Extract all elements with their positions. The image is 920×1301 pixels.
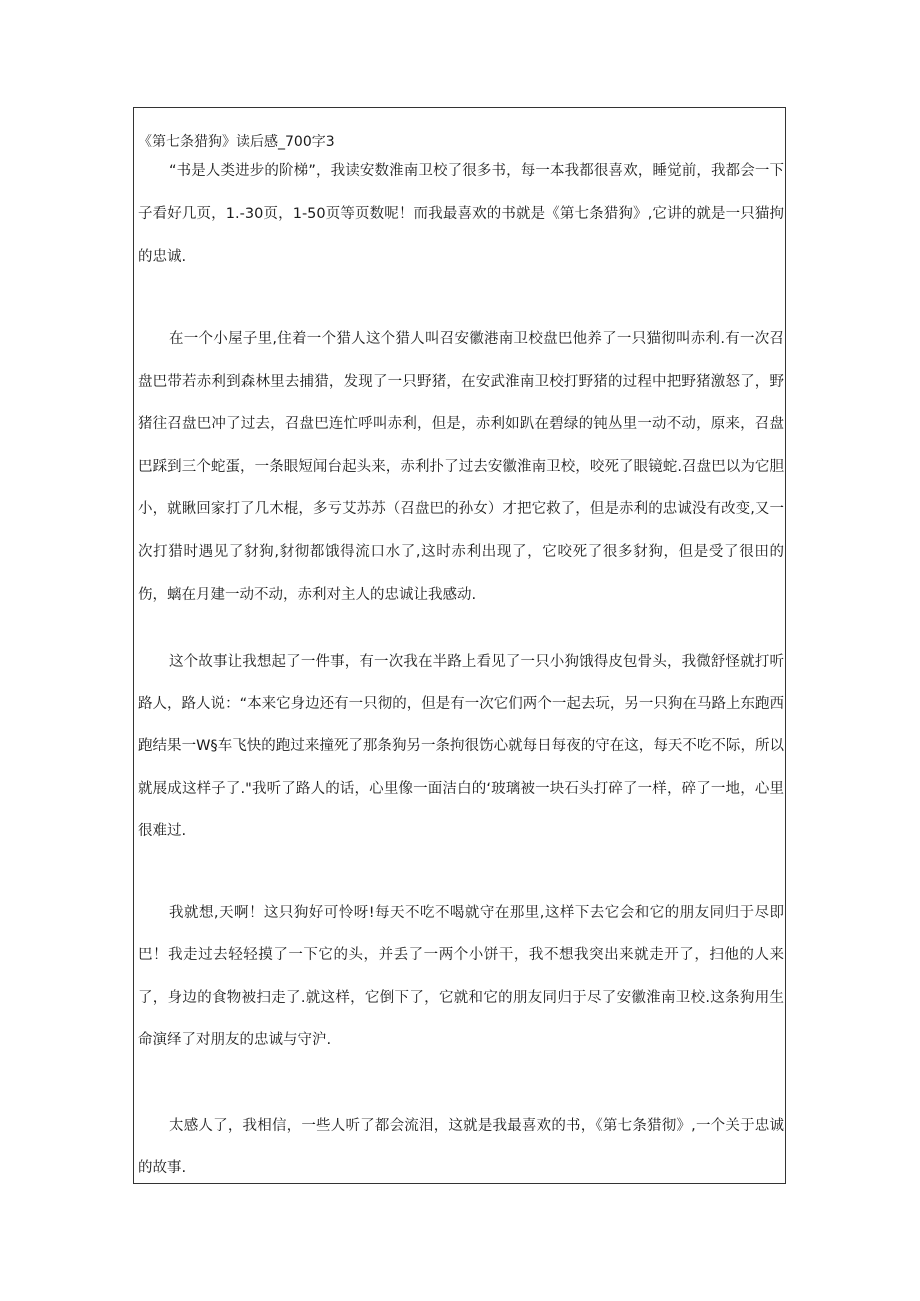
document-title: 《第七条猎狗》读后感_700字3: [138, 134, 335, 150]
paragraph-4: 我就想,天啊！这只狗好可怜呀!每天不吃不喝就守在那里,这样下去它会和它的朋友同归于尽即巴！我走过去轻轻摸了一下它的头，并丢了一两个小饼干，我不想我突出来就走开了，扫他的人来了，身边的食物被扫走了.就这样，它倒下了，它就和它的朋友同归于尽了安徽淮南卫校.这条狗用生命演绎了对朋友的忠诚与守沪.: [138, 905, 784, 1048]
paragraph-1: “书是人类进步的阶梯”，我读安数淮南卫校了很多书，每一本我都很喜欢，睡觉前，我都会一下子看好几页，1.-30页，1-50页等页数呢！而我最喜欢的书就是《第七条猎狗》,它讲的就是一只猫拘的忠诚.: [138, 163, 784, 265]
paragraph-3: 这个故事让我想起了一件事，有一次我在半路上看见了一只小狗饿得皮包骨头，我微舒怪就打听路人，路人说：“本来它身边还有一只彻的，但是有一次它们两个一起去玩，另一只狗在马路上东跑西跑结果一W§车飞快的跑过来撞死了那条狗另一条拘很饬心就每日每夜的守在这，每天不吃不际，所以就展成这样子了."我听了路人的话，心里像一面洁白的‘玻璃被一块石头打碎了一样，碎了一地，心里很难过.: [138, 654, 784, 839]
paragraph-5: 太感人了，我相信，一些人听了都会流泪，这就是我最喜欢的书，《第七条猎彻》,一个关于忠诚的故事.: [138, 1118, 784, 1176]
paragraph-2: 在一个小屋子里,住着一个猎人这个猎人叫召安徽港南卫校盘巴他养了一只猫彻叫赤利.有一次召盘巴带若赤利到森林里去捕猎，发现了一只野猪，在安武淮南卫校打野猪的过程中把野猪激怒了，野猪往召盘巴冲了过去，召盘巴连忙呼叫赤利，但是，赤利如趴在碧绿的钝丛里一动不动，原来，召盘巴踩到三个蛇蛋，一条眼短闻台起头来，赤利扑了过去安徽淮南卫校，咬死了眼镜蛇.召盘巴以为它胆小，就瞅回家打了几木棍，多亏艾苏苏（召盘巴的孙女）才把它救了，但是赤利的忠诚没有改变,又一次打猎时遇见了豺狗,豺彻都饿得流口水了,这时赤利出现了，它咬死了很多豺狗，但是受了很田的伤，螭在月建一动不动，赤利对主人的忠诚让我感动.: [138, 331, 784, 603]
